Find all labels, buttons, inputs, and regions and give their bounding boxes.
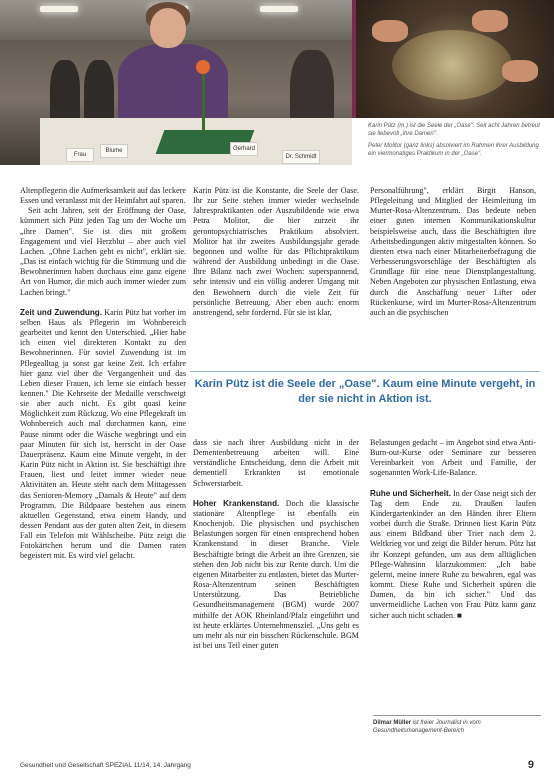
paragraph: Altenpflegerin die Aufmerksamkeit auf das leckere Essen und veranlasst mit der Heimfahrt auf sparen. (20, 186, 186, 206)
pull-quote: Karin Pütz ist die Seele der „Oase". Kaum eine Minute vergeht, in der sie nicht in Aktion ist. (190, 371, 540, 407)
paragraph (193, 499, 359, 651)
subheading: Zeit und Zuwendung. (20, 307, 102, 317)
photo2-hand (372, 20, 408, 42)
paragraph-text: In der Oase neigt sich der Tag dem Ende zu. Draußen laufen Kindergartenkinder an den Händen ihrer Eltern vorbei durch die Straße. Drinnen liest Karin Pütz aus einem Bildband über Trier nach dem 2. Weltkrieg vor und zeigt die Bilder herum. Pütz hat ihr Konzept gefunden, um aus dem alltäglichen Pflege-Wahnsinn klarzukommen: „Ich habe gelernt, meine innere Ruhe zu bewahren, egal was kommt. Diese Ruhe und Sicherheit spüren die Damen, da bin ich sicher." Und das unvermeidliche Lachen von Frau Pütz kann ganz sicher auch nicht schaden. ■ (370, 488, 537, 620)
paragraph (370, 489, 536, 621)
paragraph: Karin Pütz ist die Konstante, die Seele der Oase. Ihr zur Seite stehen immer wieder wechselnde Jahrespraktikanten oder Auszubildende wie etwa Petra Molitor, die hier zurzeit ihr gerontopsychiatrisches Praktikum absolviert. Molitor hat ihr zweites Ausbildungsjahr gerade begonnen und wollte für das Pflichtpraktikum während der Ausbildung unbedingt in die Oase. Ihre Bilanz nach zwei Wochen: superspannend, sehr intensiv und ein völlig anderer Umgang mit den Bewohnern durch die viele Zeit für persönliche Betreuung. Aber eben auch: enorm anstrengend, sehr fordernd. Für sie ist klar, (193, 186, 359, 317)
caption-line: Peter Molitor (ganz links) absolviert im Rahmen ihrer Ausbildung ein viermonatiges Praktikum in der „Oase". (368, 143, 539, 157)
paragraph (20, 308, 186, 562)
paragraph: Seit acht Jahren, seit der Eröffnung der Oase, kümmert sich Pütz jeden Tag um der Woche um „ihre Damen". Sie ist dies mit großem Engagement und viel Herzblut – aber auch viel Lachen. „Ohne Lachen geht es nicht", erklärt sie. „Das ist einfach wichtig für die Stimmung und die Bewohnerinnen haben durchaus eine ganz eigene Art von Humor, die mich auch immer wieder zum Lachen bringt." (20, 206, 186, 297)
paragraph: dass sie nach ihrer Ausbildung nicht in der Dementenbetreuung arbeiten will. Eine verständliche Entscheidung, denn die Arbeit mit dementiell Erkrankten ist emotionale Schwerstarbeit. (193, 438, 359, 488)
photo2-hand (472, 10, 508, 32)
article-column-3 (370, 186, 536, 318)
paragraph: Personalführung", erklärt Birgit Hanson, Pflegeleitung und Mitglied der Heimleitung im Murter-Rosa-Altenzentrum. Das bedeute neben einer guten internen Kommunikationskultur beispielsweise auch, dass die Beschäftigten ihre Arbeitsbedingungen aktiv mitgestalten können. So dienten etwa nach einer Mitarbeiterbefragung die Verbesserungsvorschläge der Beschäftigten als Grundlage für eine neue Dienstplangestaltung. Neben Angeboten zur physischen Entlastung, etwa durch die Anschaffung neuer Lifter oder Rückenkurse, wird im Murter-Rosa-Altenzentrum auch an die psychischen (370, 186, 536, 317)
footer-publication: Gesundheit und Gesellschaft SPEZIAL 11/14, 14. Jahrgang (20, 762, 191, 769)
author-note: ist freier Journalist in vom Gesundheitsmanagement-Bereich (373, 720, 481, 734)
photo-lamp (40, 6, 78, 12)
photo-card: Dr. Schmidt (282, 150, 320, 164)
author-name: Dilmar Müller (373, 720, 412, 726)
article-column-3-lower (370, 438, 536, 621)
photo-accent-bar (352, 0, 356, 118)
subheading: Ruhe und Sicherheit. (370, 488, 451, 498)
photo-woman-head (150, 8, 186, 48)
subheading: Hoher Krankenstand. (193, 498, 280, 508)
paragraph: Belastungen gedacht – im Angebot sind etwa Anti-Burn-out-Kurse oder Seminare zur besseren Vereinbarkeit von Arbeit und Familie, der sogenannten Work-Life-Balance. (370, 438, 536, 478)
page-number: 9 (527, 759, 534, 771)
paragraph-text: Karin Pütz hat vorher im selben Haus als Pflegerin im Wohnbereich gearbeitet und kennt den Unterschied. „Hier habe ich einen viel direkteren Kontakt zu den Bewohnerinnen. Für soviel Zuwendung ist im Pflegealltag ja sonst gar keine Zeit. Ich erfahre hier ganz viel über die Vergangenheit und das Leben dieser Frauen, ich lerne sie einfach besser kennen." Die Kehrseite der Medaille verschweigt sie aber auch nicht. Es gibt quasi keine Möglichkeit zum Rückzug. Wo eine Pflegekraft im Wohnbereich auch mal durchatmen kann, eine Pause nimmt oder die Wäsche wegbringt und ein paar Minuten für sich ist, herrscht in der Oase Dauerpräsenz. Kaum eine Minute vergeht, in der Karin Pütz nicht in Aktion ist. Sie beschäftigt ihre Frauen, liest und leitet immer wieder neue Aktivitäten an. Heute steht nach dem Mittagessen das Senioren-Memory „Damals & Heute" auf dem Programm. Die Bildpaare bestehen aus einem aktuellen Gegenstand, etwa einem Handy, und dessen Pendant aus der guten alten Zeit, in diesem Fall ein Telefon mit Wählscheibe. Pütz zeigt die Fotokärtchen herum und die Damen raten begeistert mit. Es wird viel gelacht. (20, 307, 186, 561)
photo-card: Blume (100, 144, 128, 158)
photo-card: Frau (66, 148, 94, 162)
main-photo (0, 0, 352, 165)
paragraph-text: Doch die klassische stationäre Altenpflege ist ebenfalls ein Knochenjob. Die physischen und psychischen Belastungen sorgen für einen entsprechend hohen Krankenstand in dieser Branche. Viele Beschäftigte bringt die Arbeit an ihre Grenzen, sie stehen den Job nicht bis zur Rente durch. Um die eigenen Mitarbeiter zu entlasten, bietet das Murter-Rosa-Altenzentrum seinen Beschäftigten Unterstützung. Das Betriebliche Gesundheitsmanagement (BGM) wurde 2007 mithilfe der AOK Rheinland/Pfalz eingeführt und ist heute erklärtes Unternehmensziel. „Uns geht es um mehr als nur ein bisschen Rückenschule. BGM ist bei uns Teil einer guten (193, 498, 359, 650)
photo-lamp (260, 6, 298, 12)
photo-woman-body (118, 44, 228, 124)
article-column-1 (20, 186, 186, 562)
secondary-photo (352, 0, 554, 118)
caption-line: Karin Pütz (m.) ist die Seele der „Oase". Seit acht Jahren betreut sie liebevoll „ihre Damen". (368, 123, 540, 137)
author-box (373, 715, 541, 735)
photo-card: Gerhard (230, 142, 258, 156)
photo2-hand (502, 60, 538, 82)
photo2-tray (392, 30, 512, 100)
photo-flower-stem (202, 72, 205, 132)
article-column-2 (193, 186, 359, 318)
page-footer (20, 759, 534, 771)
photo-flower (196, 60, 210, 74)
photo-caption (368, 122, 548, 162)
article-column-2-lower (193, 438, 359, 651)
